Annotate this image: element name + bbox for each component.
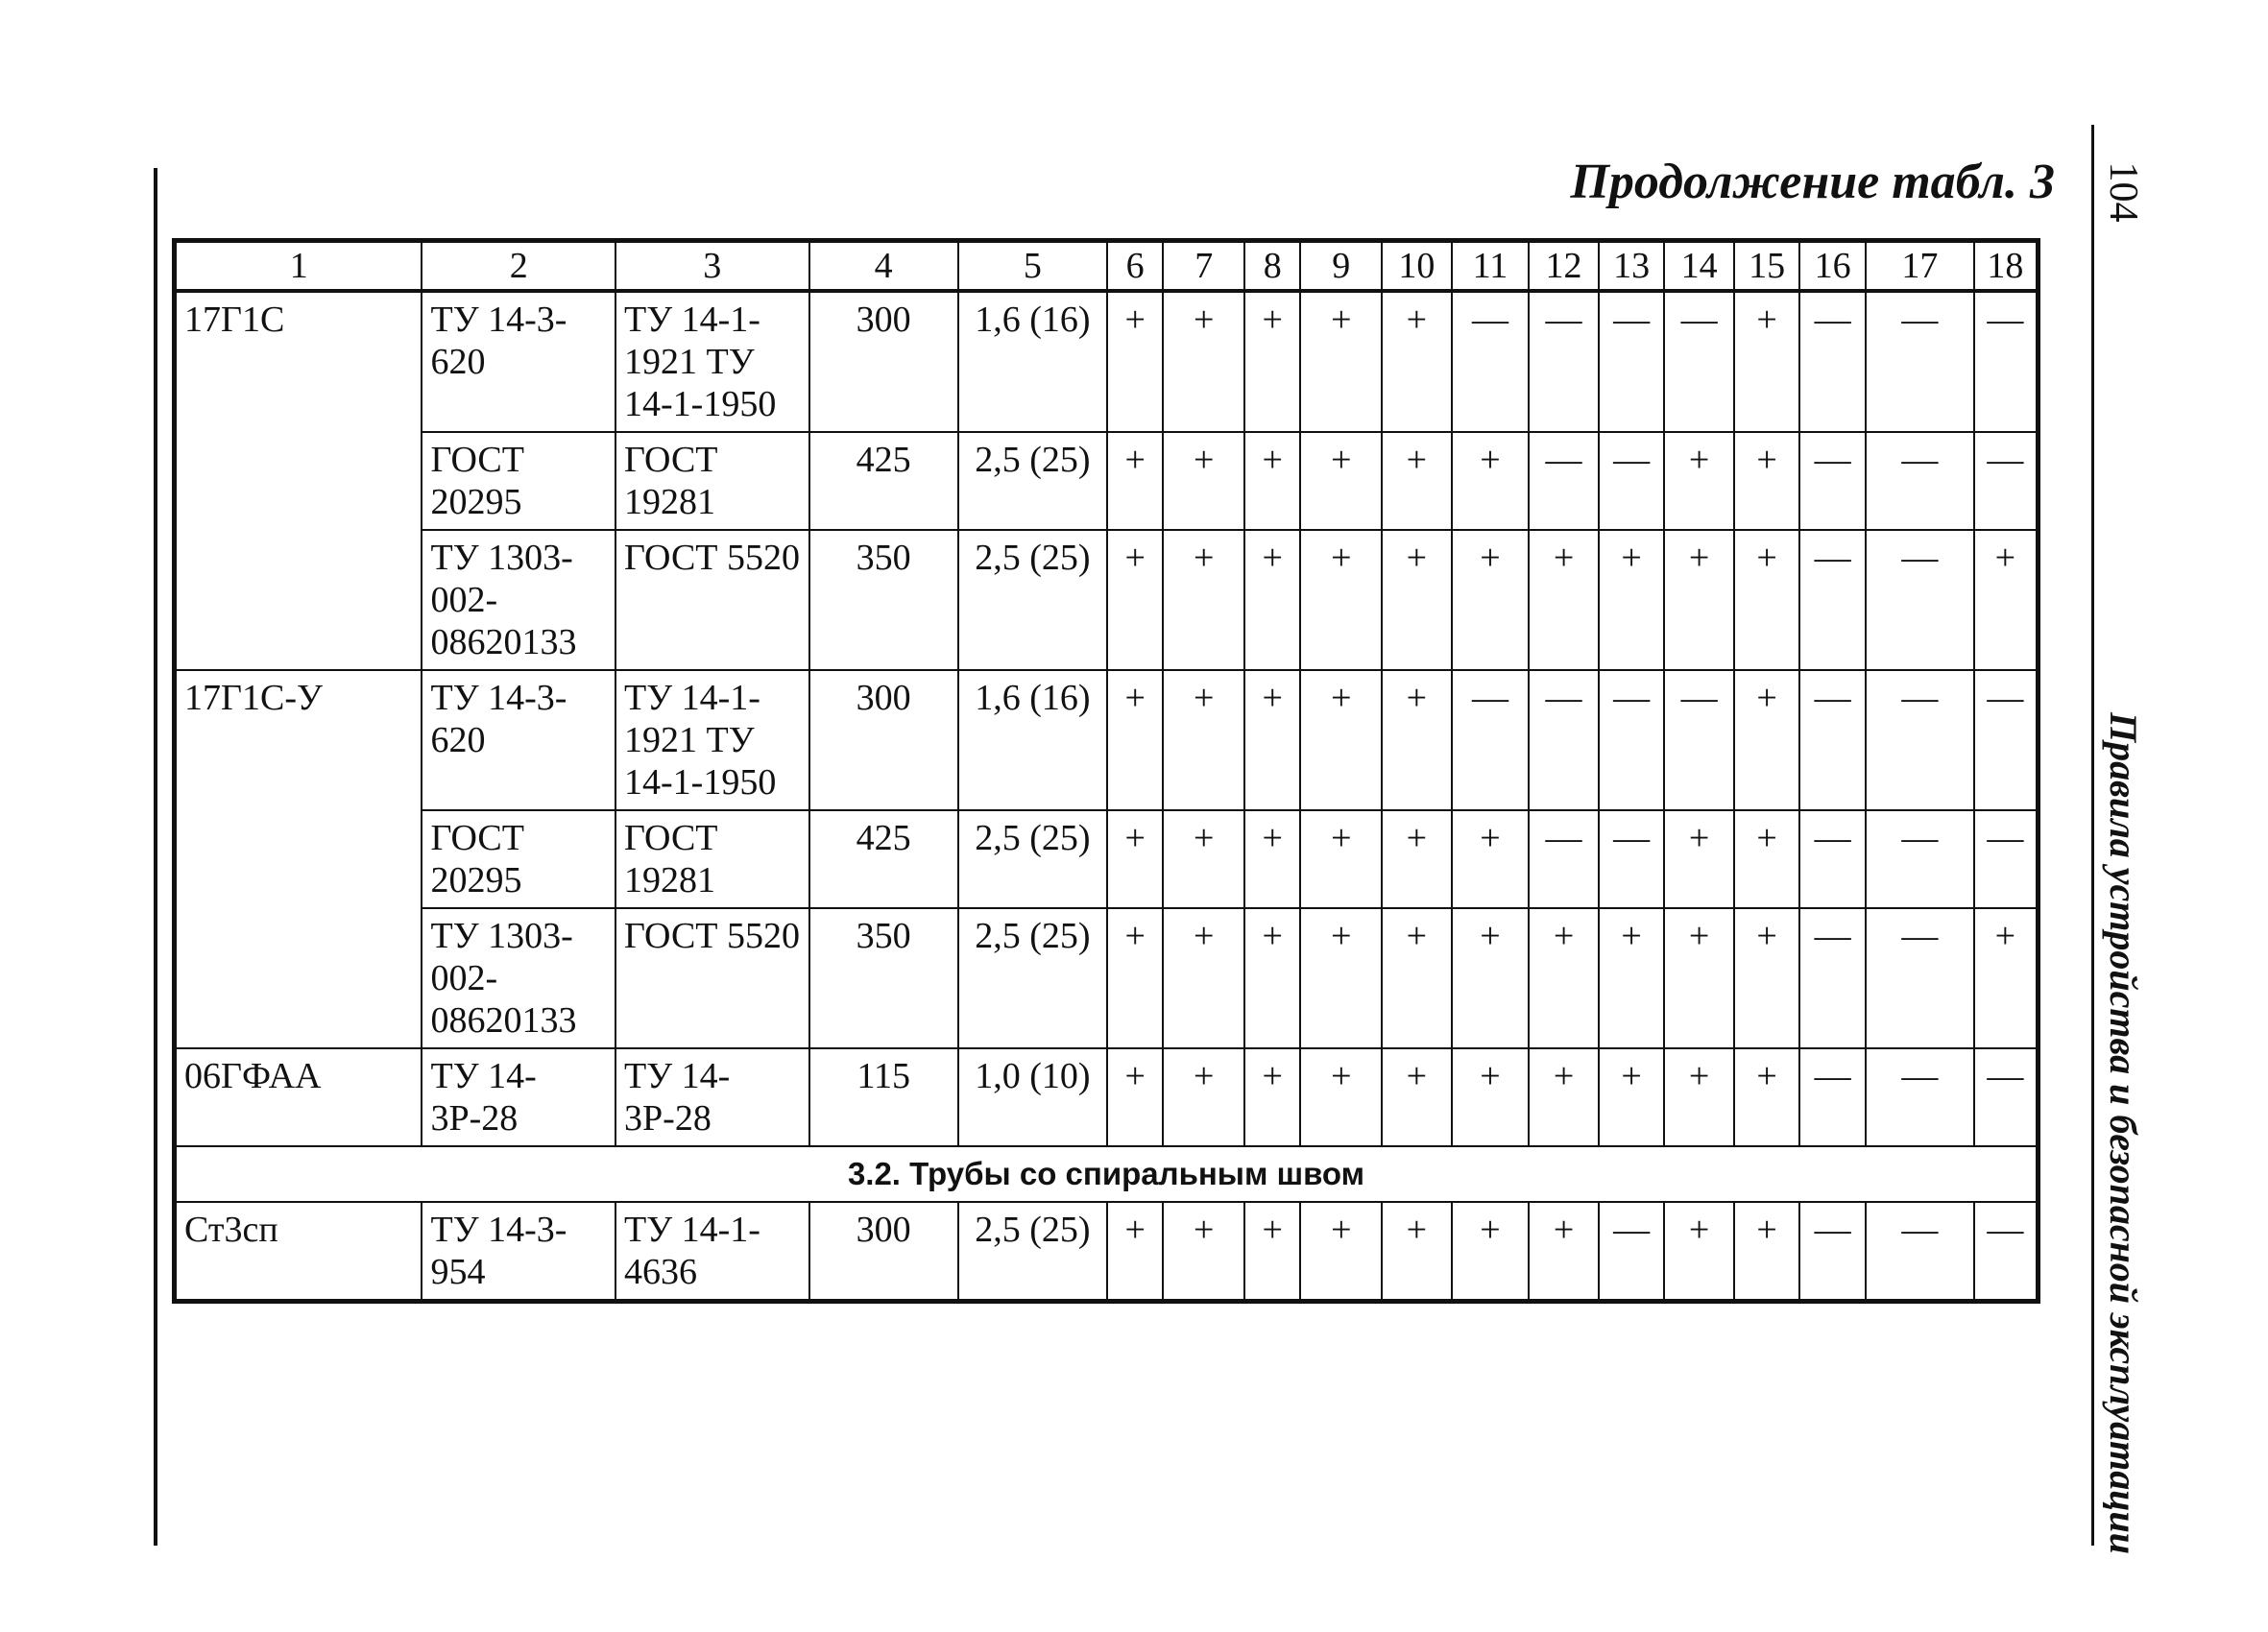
mark-cell-col13: + (1599, 908, 1665, 1048)
value-cell-col5: 2,5 (25) (958, 432, 1107, 530)
mark-cell-col18: — (1974, 432, 2039, 530)
mark-cell-col8: + (1244, 530, 1300, 670)
mark-cell-col9: + (1300, 1048, 1382, 1146)
steel-grade-cell: Ст3сп (175, 1202, 422, 1302)
mark-cell-col8: + (1244, 432, 1300, 530)
value-cell-col4: 300 (809, 1202, 958, 1302)
mark-cell-col14: + (1664, 1202, 1734, 1302)
value-cell-col5: 2,5 (25) (958, 810, 1107, 908)
data-table (172, 238, 2040, 1304)
mark-cell-col7: + (1163, 670, 1244, 810)
value-cell-col5: 2,5 (25) (958, 530, 1107, 670)
mark-cell-col8: + (1244, 1202, 1300, 1302)
mark-cell-col15: + (1734, 530, 1800, 670)
mark-cell-col11: + (1452, 1048, 1530, 1146)
value-cell-col4: 425 (809, 432, 958, 530)
table-row (175, 908, 2039, 1048)
column-header-13: 13 (1599, 241, 1665, 292)
column-header-17: 17 (1866, 241, 1974, 292)
column-header-2: 2 (422, 241, 615, 292)
mark-cell-col14: — (1664, 291, 1734, 432)
mark-cell-col10: + (1382, 908, 1452, 1048)
mark-cell-col17: — (1866, 670, 1974, 810)
mark-cell-col16: — (1799, 1202, 1866, 1302)
column-header-6: 6 (1107, 241, 1163, 292)
mark-cell-col14: + (1664, 432, 1734, 530)
mark-cell-col17: — (1866, 530, 1974, 670)
steel-spec-cell: ТУ 14-3Р-28 (615, 1048, 809, 1146)
page-rule-right (2091, 125, 2094, 1546)
mark-cell-col15: + (1734, 432, 1800, 530)
mark-cell-col11: + (1452, 432, 1530, 530)
steel-spec-cell: ГОСТ 19281 (615, 432, 809, 530)
mark-cell-col18: — (1974, 291, 2039, 432)
page-rule-left (154, 168, 157, 1546)
mark-cell-col16: — (1799, 810, 1866, 908)
mark-cell-col16: — (1799, 1048, 1866, 1146)
column-header-10: 10 (1382, 241, 1452, 292)
table-row (175, 291, 2039, 432)
mark-cell-col11: + (1452, 1202, 1530, 1302)
header-row (175, 241, 2039, 292)
mark-cell-col7: + (1163, 432, 1244, 530)
running-title (2099, 711, 2147, 1554)
mark-cell-col12: — (1529, 432, 1599, 530)
pipe-spec-cell: ГОСТ 20295 (422, 810, 615, 908)
mark-cell-col14: + (1664, 908, 1734, 1048)
mark-cell-col12: + (1529, 1202, 1599, 1302)
column-header-9: 9 (1300, 241, 1382, 292)
mark-cell-col12: — (1529, 810, 1599, 908)
mark-cell-col9: + (1300, 530, 1382, 670)
steel-grade-cell: 17Г1С (175, 291, 422, 670)
table-body (175, 241, 2039, 1302)
mark-cell-col7: + (1163, 291, 1244, 432)
mark-cell-col10: + (1382, 530, 1452, 670)
mark-cell-col10: + (1382, 810, 1452, 908)
mark-cell-col7: + (1163, 1202, 1244, 1302)
mark-cell-col17: — (1866, 908, 1974, 1048)
table-row (175, 1048, 2039, 1146)
mark-cell-col11: — (1452, 670, 1530, 810)
mark-cell-col17: — (1866, 1202, 1974, 1302)
mark-cell-col6: + (1107, 908, 1163, 1048)
mark-cell-col9: + (1300, 1202, 1382, 1302)
page-number: 104 (2101, 161, 2145, 223)
value-cell-col5: 1,0 (10) (958, 1048, 1107, 1146)
mark-cell-col18: + (1974, 908, 2039, 1048)
mark-cell-col8: + (1244, 670, 1300, 810)
table-row (175, 810, 2039, 908)
mark-cell-col14: + (1664, 530, 1734, 670)
value-cell-col5: 1,6 (16) (958, 291, 1107, 432)
steel-spec-cell: ГОСТ 5520 (615, 530, 809, 670)
value-cell-col5: 2,5 (25) (958, 1202, 1107, 1302)
mark-cell-col8: + (1244, 1048, 1300, 1146)
column-header-8: 8 (1244, 241, 1300, 292)
section-row (175, 1146, 2039, 1202)
mark-cell-col10: + (1382, 1048, 1452, 1146)
mark-cell-col18: — (1974, 670, 2039, 810)
mark-cell-col11: + (1452, 908, 1530, 1048)
mark-cell-col7: + (1163, 1048, 1244, 1146)
column-header-16: 16 (1799, 241, 1866, 292)
mark-cell-col13: — (1599, 810, 1665, 908)
mark-cell-col7: + (1163, 908, 1244, 1048)
mark-cell-col13: + (1599, 1048, 1665, 1146)
value-cell-col4: 300 (809, 291, 958, 432)
mark-cell-col10: + (1382, 1202, 1452, 1302)
table-row (175, 670, 2039, 810)
mark-cell-col15: + (1734, 670, 1800, 810)
mark-cell-col12: + (1529, 530, 1599, 670)
mark-cell-col8: + (1244, 908, 1300, 1048)
mark-cell-col13: — (1599, 432, 1665, 530)
section-heading: 3.2. Трубы со спиральным швом (175, 1146, 2039, 1202)
pipe-spec-cell: ТУ 14-3Р-28 (422, 1048, 615, 1146)
pipe-spec-cell: ТУ 1303-002-08620133 (422, 908, 615, 1048)
running-title-text: Правила устройства и безопасной эксплуатации (2101, 711, 2145, 1554)
mark-cell-col10: + (1382, 291, 1452, 432)
mark-cell-col11: — (1452, 291, 1530, 432)
value-cell-col4: 350 (809, 908, 958, 1048)
mark-cell-col12: + (1529, 908, 1599, 1048)
column-header-15: 15 (1734, 241, 1800, 292)
column-header-12: 12 (1529, 241, 1599, 292)
pipe-spec-cell: ТУ 14-3-954 (422, 1202, 615, 1302)
mark-cell-col9: + (1300, 810, 1382, 908)
column-header-18: 18 (1974, 241, 2039, 292)
value-cell-col5: 2,5 (25) (958, 908, 1107, 1048)
mark-cell-col7: + (1163, 810, 1244, 908)
table-row (175, 432, 2039, 530)
mark-cell-col11: + (1452, 530, 1530, 670)
mark-cell-col12: + (1529, 1048, 1599, 1146)
mark-cell-col14: + (1664, 1048, 1734, 1146)
mark-cell-col17: — (1866, 810, 1974, 908)
mark-cell-col16: — (1799, 908, 1866, 1048)
steel-spec-cell: ГОСТ 19281 (615, 810, 809, 908)
mark-cell-col12: — (1529, 291, 1599, 432)
pipe-spec-cell: ГОСТ 20295 (422, 432, 615, 530)
value-cell-col4: 115 (809, 1048, 958, 1146)
steel-spec-cell: ГОСТ 5520 (615, 908, 809, 1048)
mark-cell-col6: + (1107, 810, 1163, 908)
mark-cell-col9: + (1300, 291, 1382, 432)
mark-cell-col16: — (1799, 291, 1866, 432)
steel-spec-cell: ТУ 14-1-1921 ТУ 14-1-1950 (615, 291, 809, 432)
mark-cell-col18: — (1974, 810, 2039, 908)
mark-cell-col15: + (1734, 291, 1800, 432)
steel-grade-cell: 17Г1С-У (175, 670, 422, 1048)
mark-cell-col9: + (1300, 908, 1382, 1048)
mark-cell-col11: + (1452, 810, 1530, 908)
value-cell-col4: 300 (809, 670, 958, 810)
value-cell-col4: 425 (809, 810, 958, 908)
mark-cell-col6: + (1107, 1202, 1163, 1302)
mark-cell-col18: + (1974, 530, 2039, 670)
value-cell-col5: 1,6 (16) (958, 670, 1107, 810)
mark-cell-col6: + (1107, 291, 1163, 432)
column-header-1: 1 (175, 241, 422, 292)
mark-cell-col15: + (1734, 1202, 1800, 1302)
column-header-4: 4 (809, 241, 958, 292)
column-header-7: 7 (1163, 241, 1244, 292)
column-header-14: 14 (1664, 241, 1734, 292)
pipe-spec-cell: ТУ 14-3-620 (422, 670, 615, 810)
mark-cell-col14: — (1664, 670, 1734, 810)
mark-cell-col13: + (1599, 530, 1665, 670)
mark-cell-col17: — (1866, 291, 1974, 432)
steel-spec-cell: ТУ 14-1-1921 ТУ 14-1-1950 (615, 670, 809, 810)
mark-cell-col10: + (1382, 670, 1452, 810)
mark-cell-col6: + (1107, 1048, 1163, 1146)
mark-cell-col6: + (1107, 670, 1163, 810)
mark-cell-col17: — (1866, 432, 1974, 530)
mark-cell-col6: + (1107, 530, 1163, 670)
mark-cell-col10: + (1382, 432, 1452, 530)
table-row (175, 530, 2039, 670)
mark-cell-col13: — (1599, 670, 1665, 810)
steel-spec-cell: ТУ 14-1-4636 (615, 1202, 809, 1302)
mark-cell-col8: + (1244, 291, 1300, 432)
mark-cell-col8: + (1244, 810, 1300, 908)
pipe-spec-cell: ТУ 14-3-620 (422, 291, 615, 432)
mark-cell-col7: + (1163, 530, 1244, 670)
mark-cell-col17: — (1866, 1048, 1974, 1146)
mark-cell-col13: — (1599, 291, 1665, 432)
mark-cell-col9: + (1300, 670, 1382, 810)
mark-cell-col18: — (1974, 1202, 2039, 1302)
mark-cell-col16: — (1799, 432, 1866, 530)
pipe-spec-cell: ТУ 1303-002-08620133 (422, 530, 615, 670)
column-header-11: 11 (1452, 241, 1530, 292)
mark-cell-col15: + (1734, 908, 1800, 1048)
mark-cell-col12: — (1529, 670, 1599, 810)
mark-cell-col16: — (1799, 530, 1866, 670)
mark-cell-col15: + (1734, 1048, 1800, 1146)
steel-grade-cell: 06ГФАА (175, 1048, 422, 1146)
column-header-3: 3 (615, 241, 809, 292)
mark-cell-col15: + (1734, 810, 1800, 908)
mark-cell-col18: — (1974, 1048, 2039, 1146)
mark-cell-col14: + (1664, 810, 1734, 908)
column-header-5: 5 (958, 241, 1107, 292)
table-row (175, 1202, 2039, 1302)
mark-cell-col16: — (1799, 670, 1866, 810)
value-cell-col4: 350 (809, 530, 958, 670)
mark-cell-col6: + (1107, 432, 1163, 530)
table-caption: Продолжение табл. 3 (1570, 155, 2055, 209)
mark-cell-col13: — (1599, 1202, 1665, 1302)
mark-cell-col9: + (1300, 432, 1382, 530)
